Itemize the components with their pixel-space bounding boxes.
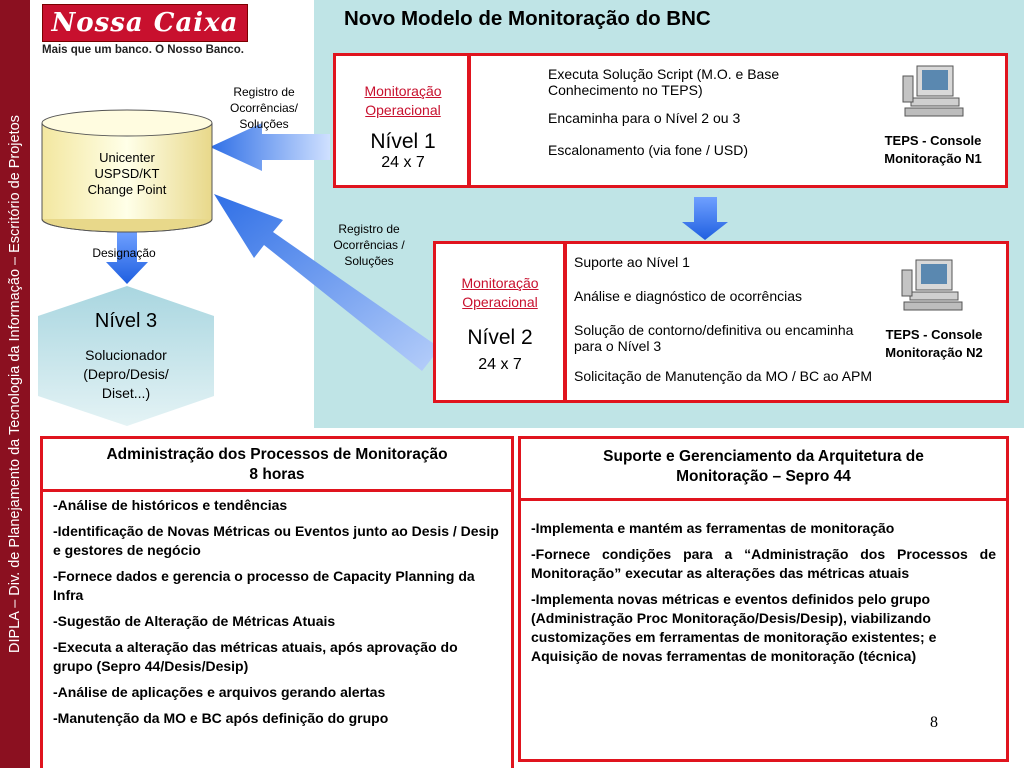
admin-item: -Fornece dados e gerencia o processo de Capacity Planning da Infra (53, 568, 475, 603)
caption-line: Ocorrências / (333, 238, 405, 252)
page-number: 8 (930, 714, 938, 731)
teps-label-n2 (864, 326, 1004, 362)
support-item: -Implementa e mantém as ferramentas de monitoração (531, 520, 895, 536)
support-panel-header (518, 436, 1009, 501)
level3-subtitle-line: Diset...) (101, 385, 151, 401)
level2-monitor (440, 274, 560, 374)
admin-item: -Análise de históricos e tendências (53, 497, 288, 513)
support-header-line: Monitoração – Sepro 44 (676, 468, 851, 485)
admin-item: -Sugestão de Alteração de Métricas Atuais (53, 613, 336, 629)
designacao-caption: Designação (92, 246, 156, 260)
logo-tagline: Mais que um banco. O Nosso Banco. (42, 44, 244, 56)
support-panel-items (521, 501, 1006, 666)
level2-task: Solicitação de Manutenção da MO / BC ao APM (574, 368, 873, 384)
database-label (42, 150, 212, 198)
registro-caption-1 (212, 84, 316, 132)
teps-line: TEPS - Console (884, 133, 982, 148)
database-line: USPSD/KT (94, 166, 160, 181)
admin-item: -Análise de aplicações e arquivos gerando alertas (53, 684, 386, 700)
level3-subtitle-line: (Depro/Desis/ (83, 366, 169, 382)
level1-tasks (548, 66, 848, 158)
caption-line: Registro de (233, 85, 295, 99)
admin-panel-items (43, 492, 511, 728)
admin-panel-header (40, 436, 514, 492)
teps-label-n1 (863, 132, 1003, 168)
arrow-icon (682, 197, 728, 240)
level3-text (38, 308, 214, 403)
logo: Nossa Caixa (42, 4, 248, 42)
level3-subtitle (38, 346, 214, 403)
level2-tasks (574, 254, 873, 384)
monitor-label: Operacional (365, 102, 441, 118)
admin-item: -Identificação de Novas Métricas ou Eventos junto ao Desis / Desip e gestores de negócio (53, 523, 499, 558)
admin-header-line: Administração dos Processos de Monitoração (106, 446, 448, 463)
admin-item: -Executa a alteração das métricas atuais, após aprovação do grupo (Sepro 44/Desis/Desip) (53, 639, 458, 674)
level1-box (333, 53, 1008, 188)
caption-line: Registro de (338, 222, 400, 236)
monitor-label: Monitoração (364, 83, 442, 99)
monitor-label: Monitoração (461, 275, 539, 291)
level3-title: Nível 3 (94, 310, 158, 332)
level1-monitor (342, 82, 464, 172)
level2-divider (563, 244, 567, 400)
registro-caption-2 (316, 221, 422, 269)
teps-line: Monitoração N2 (885, 345, 983, 360)
level2-task: Análise e diagnóstico de ocorrências (574, 288, 803, 304)
monitor-label: Operacional (462, 294, 538, 310)
sidebar-text: DIPLA – Div. de Planejamento da Tecnologia da Informação – Escritório de Projetos (7, 115, 23, 653)
computer-icon (896, 256, 968, 320)
level1-divider (467, 56, 471, 185)
admin-panel-body (40, 489, 514, 768)
admin-item: -Manutenção da MO e BC após definição do grupo (53, 710, 389, 726)
admin-header-line: 8 horas (249, 466, 305, 483)
caption-line: Ocorrências/ (229, 101, 299, 115)
database-line: Change Point (87, 182, 167, 197)
computer-icon (897, 62, 969, 126)
level1-task: Executa Solução Script (M.O. e Base Conhecimento no TEPS) (548, 66, 780, 98)
support-header-line: Suporte e Gerenciamento da Arquitetura de (603, 448, 924, 465)
level2-task: Solução de contorno/definitiva ou encaminha para o Nível 3 (574, 322, 854, 354)
level1-task: Encaminha para o Nível 2 ou 3 (548, 110, 741, 126)
caption-line: Soluções (239, 117, 289, 131)
level2-hours: 24 x 7 (478, 356, 522, 373)
level1-task: Escalonamento (via fone / USD) (548, 142, 748, 158)
teps-line: Monitoração N1 (884, 151, 982, 166)
level3-subtitle-line: Solucionador (85, 347, 167, 363)
support-item: -Implementa novas métricas e eventos definidos pelo grupo (Administração Proc Monitoração/Desis/Desip), viabilizando customizações em ferramentas de monitoração existentes; e Aquisição de novas ferramentas de monitoração (técnica) (531, 591, 937, 664)
level1-hours: 24 x 7 (381, 154, 425, 171)
page-title: Novo Modelo de Monitoração do BNC (344, 7, 711, 30)
support-item: -Fornece condições para a “Administração dos Processos de Monitoração” executar as alterações das métricas atuais (531, 546, 996, 581)
level2-nivel: Nível 2 (467, 326, 533, 349)
database-line: Unicenter (99, 150, 155, 165)
level2-task: Suporte ao Nível 1 (574, 254, 690, 270)
level1-nivel: Nível 1 (370, 130, 436, 153)
teps-line: TEPS - Console (885, 327, 983, 342)
caption-line: Soluções (344, 254, 394, 268)
level2-box (433, 241, 1009, 403)
